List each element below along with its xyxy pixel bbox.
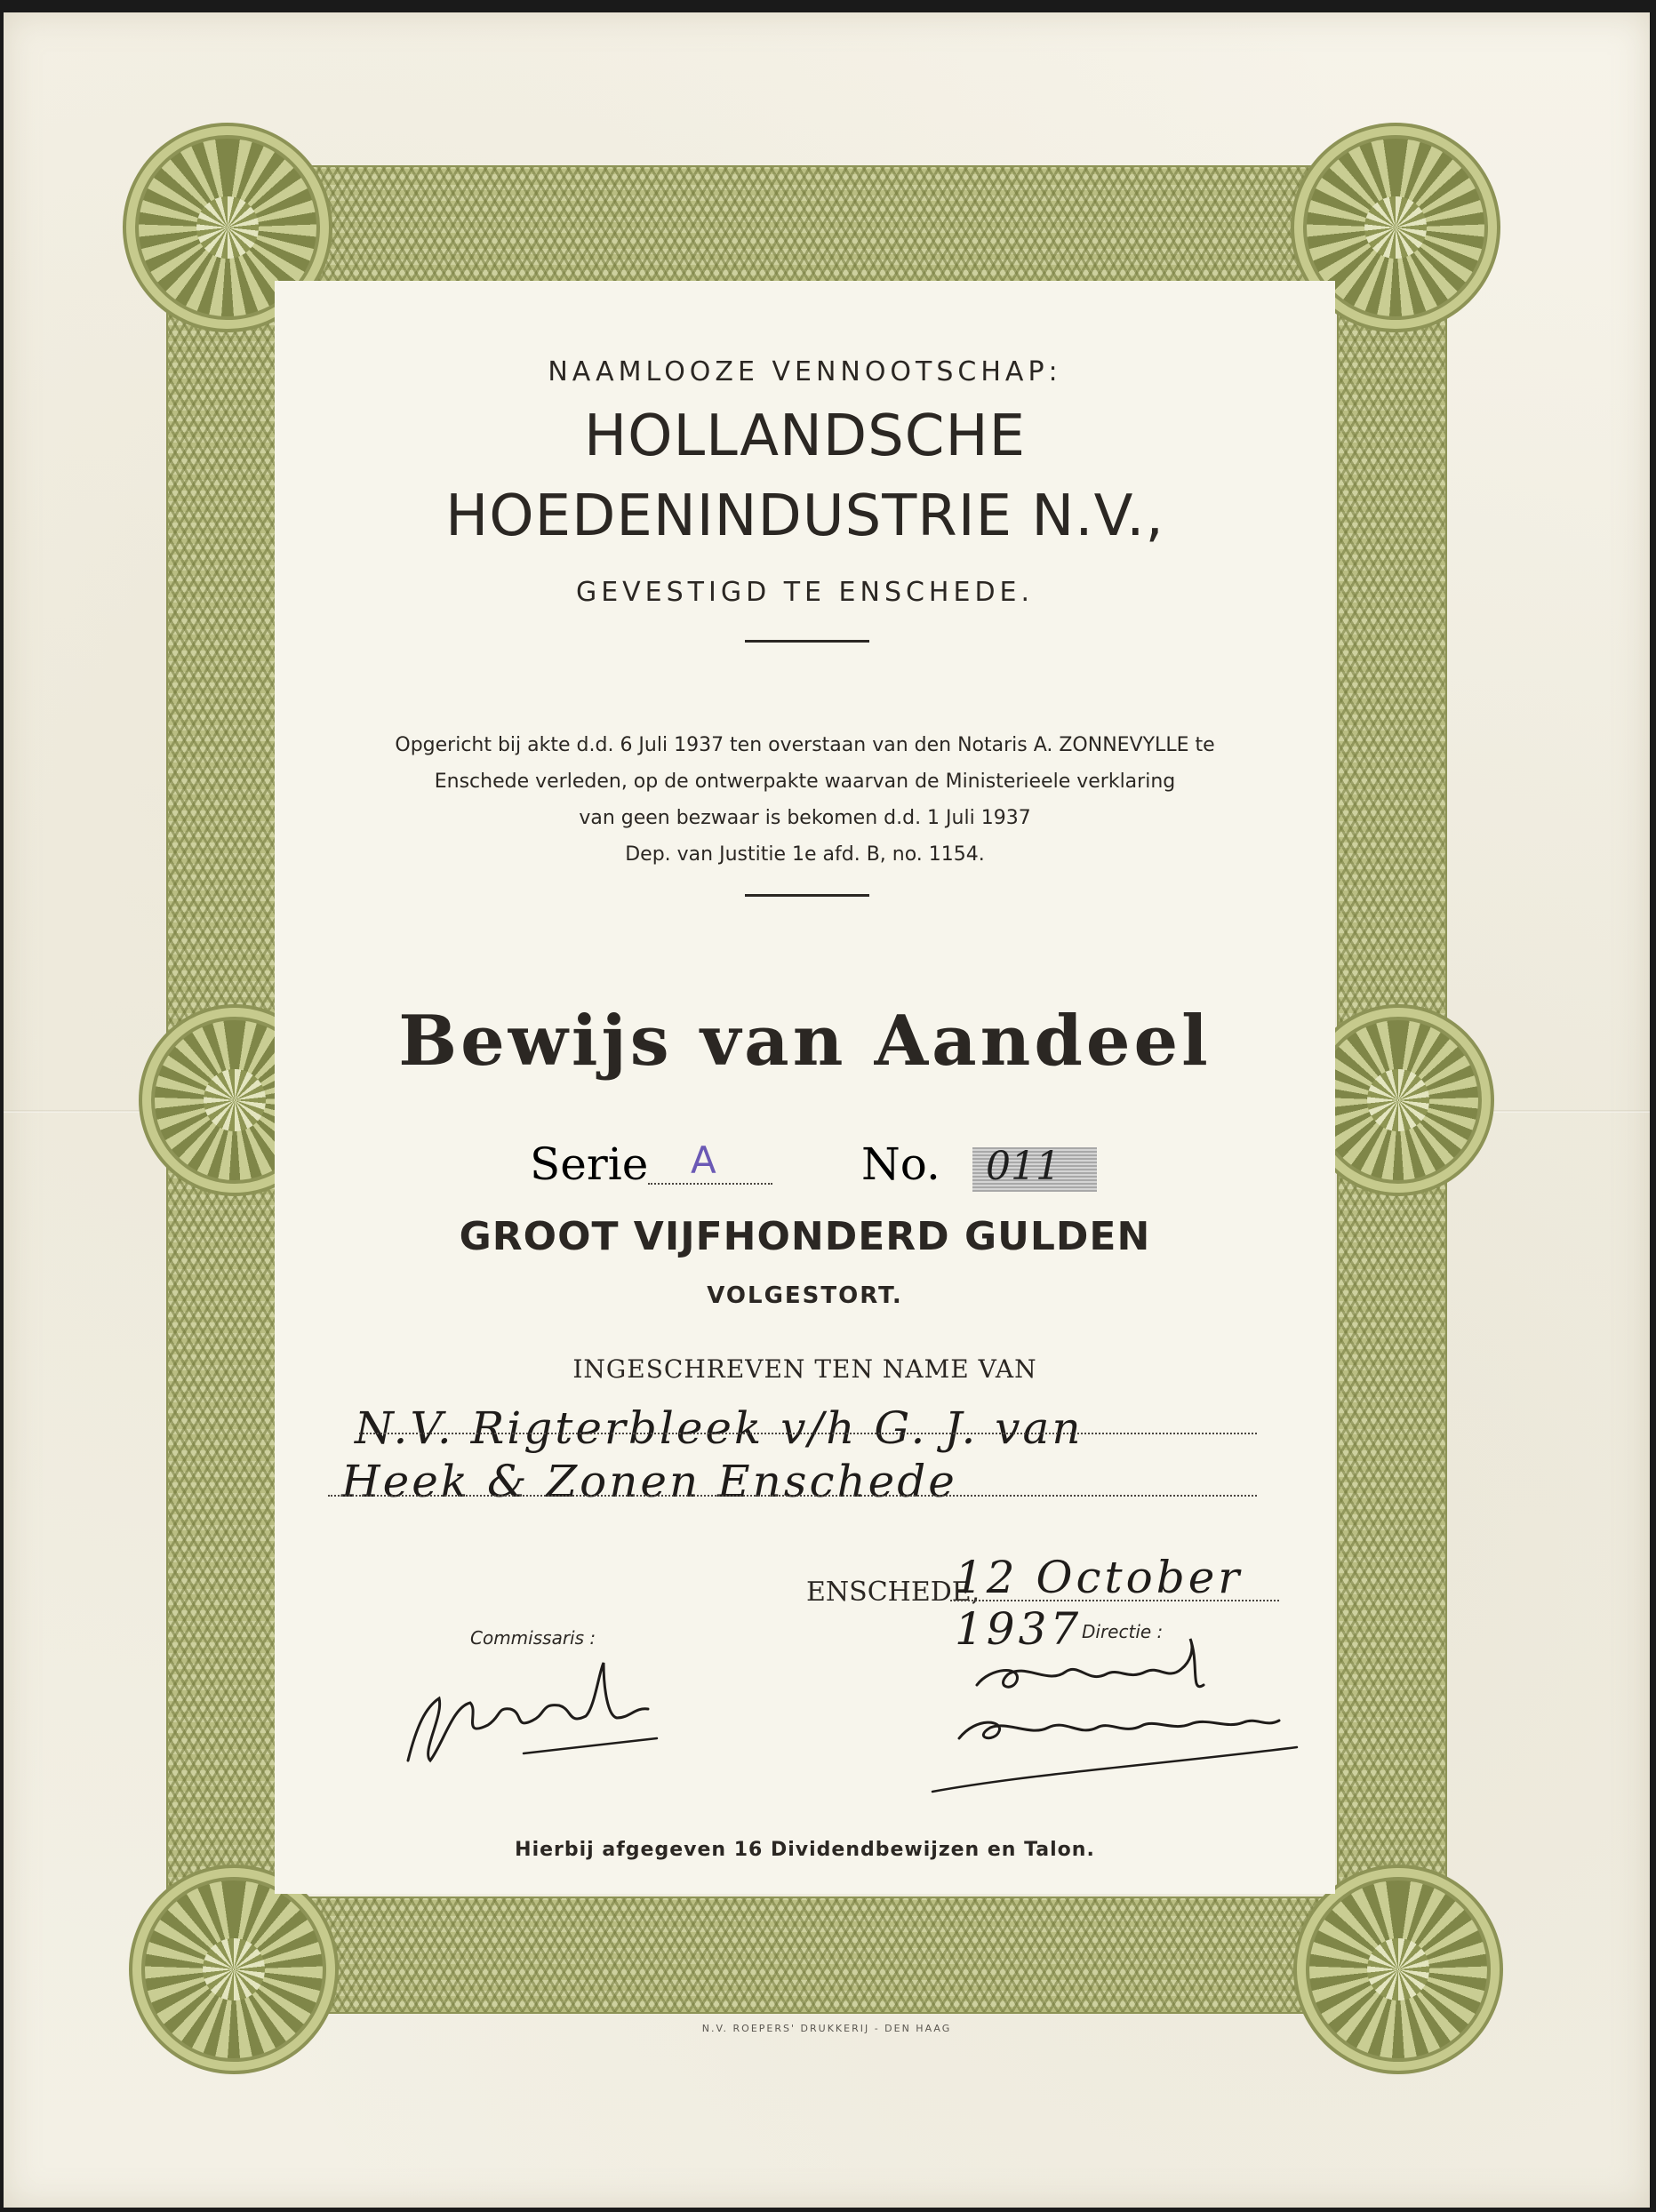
dotted-line bbox=[950, 1600, 1279, 1601]
guilloche-border-top bbox=[288, 165, 1385, 283]
divider-rule bbox=[745, 640, 869, 643]
serie-dotted-line bbox=[648, 1183, 772, 1185]
serie-value: A bbox=[691, 1138, 716, 1182]
dotted-line bbox=[328, 1495, 1257, 1497]
serie-label: Serie bbox=[530, 1138, 649, 1190]
company-name-line2: HOEDENINDUSTRIE N.V., bbox=[445, 483, 1164, 549]
number-label: No. bbox=[861, 1138, 940, 1190]
directors-label: Directie : bbox=[1082, 1621, 1164, 1642]
divider-rule bbox=[745, 894, 869, 897]
side-rosette-right bbox=[1315, 1017, 1482, 1184]
commissioner-label: Commissaris : bbox=[470, 1627, 596, 1649]
founding-line: van geen bezwaar is bekomen d.d. 1 Juli 1937 bbox=[579, 807, 1031, 829]
company-seat: GEVESTIGD TE ENSCHEDE. bbox=[575, 577, 1035, 608]
certificate-title: Bewijs van Aandeel bbox=[398, 1001, 1212, 1082]
founding-text bbox=[275, 727, 1335, 873]
guilloche-border-bottom bbox=[288, 1897, 1385, 2014]
certificate-body bbox=[275, 281, 1335, 1894]
holder-name-line1: N.V. Rigterbleek v/h G. J. van bbox=[355, 1402, 1084, 1454]
company-name-line1: HOLLANDSCHE bbox=[583, 403, 1027, 469]
coupons-note: Hierbij afgegeven 16 Dividendbewijzen en Talon. bbox=[515, 1839, 1095, 1861]
issue-date: 12 October 1937 bbox=[955, 1552, 1244, 1655]
number-value: 011 bbox=[986, 1144, 1060, 1189]
founding-line: Dep. van Justitie 1e afd. B, no. 1154. bbox=[625, 843, 985, 866]
founding-line: Enschede verleden, op de ontwerpakte waarvan de Ministerieele verklaring bbox=[434, 771, 1176, 793]
place-label: ENSCHEDE, bbox=[806, 1577, 980, 1608]
company-type: NAAMLOOZE VENNOOTSCHAP: bbox=[548, 356, 1062, 387]
paid-status: VOLGESTORT. bbox=[707, 1282, 903, 1309]
certificate-paper bbox=[4, 12, 1650, 2208]
holder-name-line2: Heek & Zonen Enschede bbox=[341, 1456, 957, 1507]
share-amount: GROOT VIJFHONDERD GULDEN bbox=[459, 1214, 1151, 1259]
commissioner-signature bbox=[390, 1654, 684, 1787]
registered-label: INGESCHREVEN TEN NAME VAN bbox=[572, 1354, 1037, 1384]
dotted-line bbox=[359, 1433, 1257, 1434]
founding-line: Opgericht bij akte d.d. 6 Juli 1937 ten overstaan van den Notaris A. ZONNEVYLLE te bbox=[395, 734, 1215, 756]
serie-number-row bbox=[275, 1138, 1335, 1201]
director-signatures bbox=[924, 1632, 1306, 1801]
printer-imprint: N.V. ROEPERS' DRUKKERIJ - DEN HAAG bbox=[701, 2023, 952, 2034]
